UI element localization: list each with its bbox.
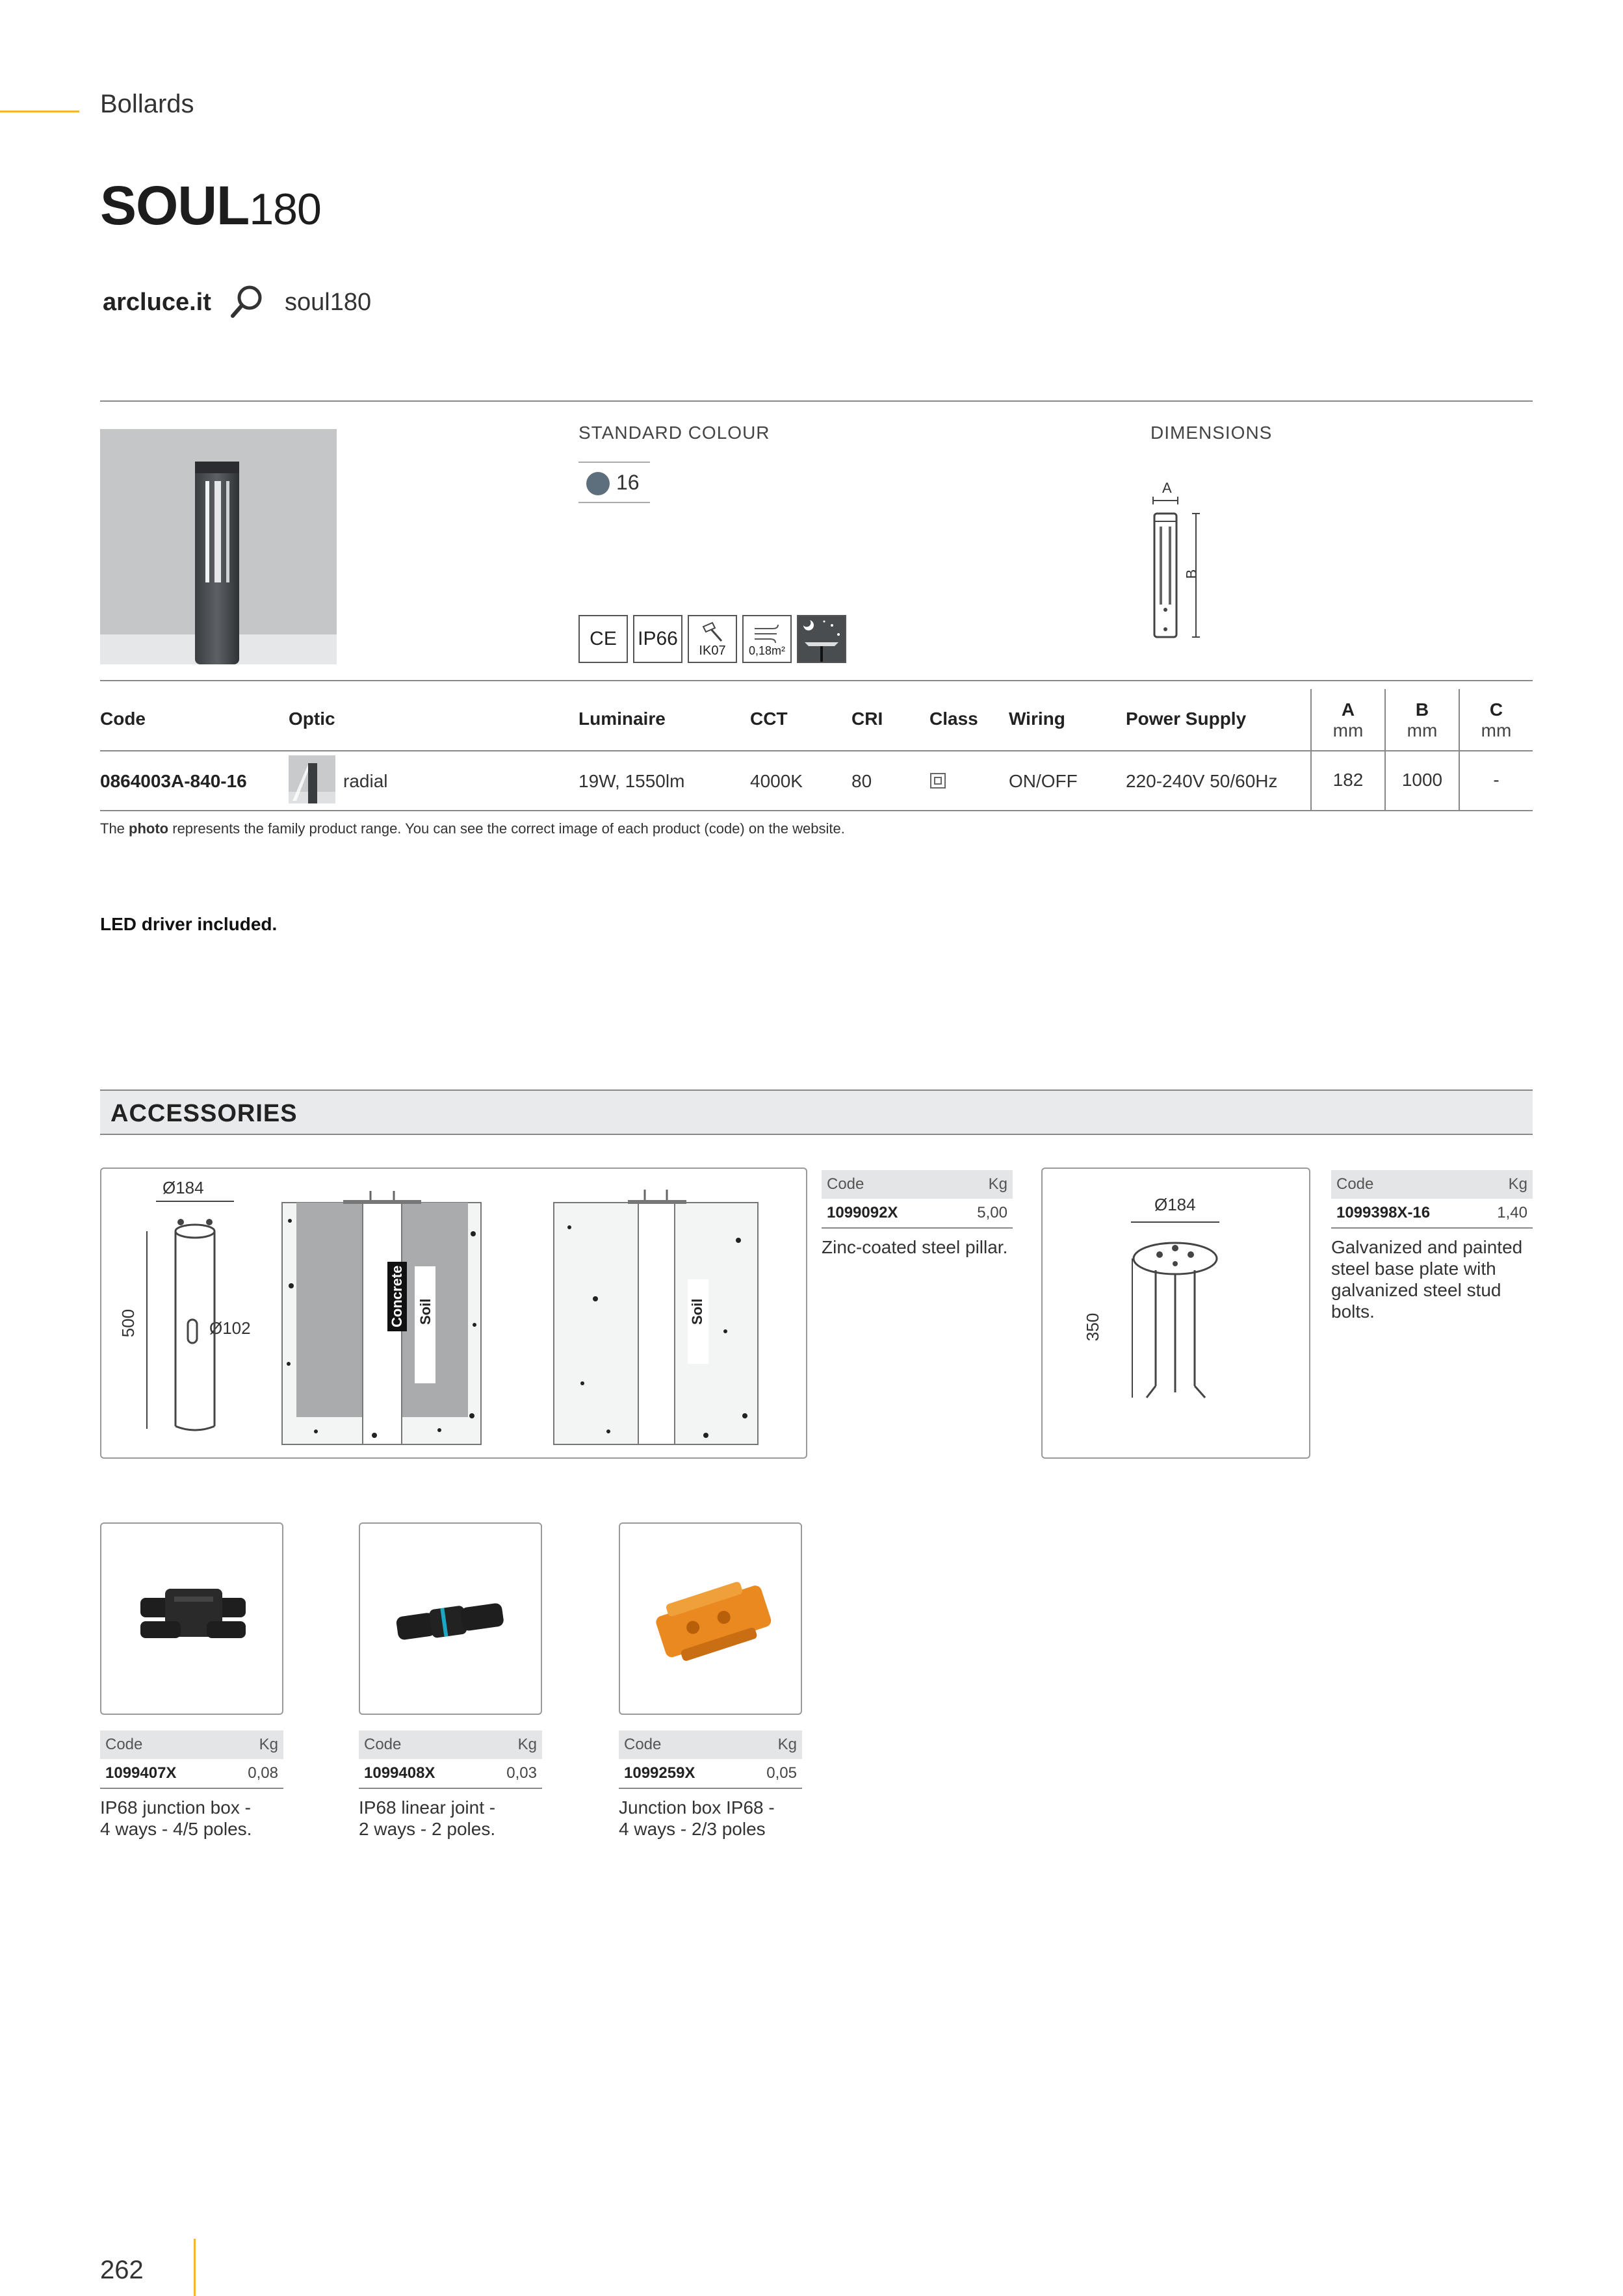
linear-joint-image: [359, 1522, 542, 1715]
product-photo: [100, 429, 337, 664]
code-table-row: 1099398X-16 1,40: [1331, 1199, 1533, 1229]
col-cct: CCT: [750, 709, 788, 729]
code-table-row: 1099408X 0,03: [359, 1759, 542, 1789]
website-label[interactable]: arcluce.it: [103, 289, 211, 316]
col-class: Class: [929, 709, 978, 729]
dim-b-header: B: [1415, 699, 1429, 720]
code-table-row: 1099259X 0,05: [619, 1759, 802, 1789]
junction-box-icon: [101, 1524, 285, 1716]
night-light-icon: [797, 615, 846, 663]
linear-joint-icon: [360, 1524, 543, 1716]
dim-c-header: C: [1489, 699, 1503, 720]
wind-area-badge: [742, 615, 792, 663]
search-icon: [227, 282, 266, 321]
linear-joint-code-table: [359, 1730, 542, 1840]
optic-thumbnail: [289, 755, 335, 803]
junction-box-image: [100, 1522, 283, 1715]
dim-c-unit: mm: [1481, 720, 1512, 740]
colour-swatch-box: [578, 462, 650, 503]
col-wiring: Wiring: [1009, 709, 1065, 729]
soil-label-2: Soil: [689, 1298, 705, 1325]
col-luminaire: Luminaire: [578, 709, 666, 729]
col-cri: CRI: [851, 709, 883, 729]
accessory-description: IP68 junction box - 4 ways - 4/5 poles.: [100, 1797, 252, 1839]
dim-b-unit: mm: [1407, 720, 1438, 740]
dimension-b-label: B: [1183, 569, 1200, 579]
accessories-title: ACCESSORIES: [110, 1100, 298, 1127]
pillar-height: 500: [118, 1309, 138, 1338]
pillar-top-diameter: Ø184: [162, 1178, 204, 1197]
orange-junction-box-code-table: [619, 1730, 802, 1840]
ip-rating-badge: IP66: [633, 615, 682, 663]
hammer-icon: [698, 620, 727, 644]
dim-a-column: [1310, 689, 1384, 811]
dim-a-value: 182: [1332, 770, 1364, 790]
accessory-description: Galvanized and painted steel base plate with galvanized steel stud bolts.: [1331, 1237, 1523, 1322]
code-table-header: Code Kg: [359, 1730, 542, 1759]
pillar-side-diameter: Ø102: [209, 1318, 251, 1338]
col-optic: Optic: [289, 709, 335, 729]
code-table-header: Code Kg: [1331, 1170, 1533, 1199]
photo-note: The photo represents the family product range. You can see the correct image of each product (code) on the website.: [100, 820, 845, 837]
pillar-diagram-frame: [100, 1168, 807, 1459]
dim-a-header: A: [1341, 699, 1355, 720]
row-optic: radial: [343, 771, 388, 791]
title-bold: SOUL: [100, 175, 250, 236]
row-wiring: ON/OFF: [1009, 771, 1078, 791]
ce-mark-icon: CE: [578, 615, 628, 663]
ik-rating-badge: [688, 615, 737, 663]
row-cct: 4000K: [750, 771, 803, 791]
section-label: Bollards: [100, 90, 194, 118]
divider: [100, 400, 1533, 402]
ik-label: IK07: [699, 643, 726, 658]
header-accent-line: [0, 111, 79, 112]
baseplate-drawing: [1043, 1169, 1312, 1460]
row-cri: 80: [851, 771, 872, 791]
colour-code: 16: [616, 471, 640, 494]
colour-swatch: [586, 472, 610, 495]
class-ii-icon: [929, 772, 946, 789]
code-table-header: Code Kg: [822, 1170, 1013, 1199]
col-power-supply: Power Supply: [1126, 709, 1247, 729]
junction-box-code-table: [100, 1730, 283, 1840]
code-table-header: Code Kg: [100, 1730, 283, 1759]
baseplate-diagram-frame: [1041, 1168, 1310, 1459]
baseplate-code-table: [1331, 1170, 1533, 1322]
code-table-row: 1099092X 5,00: [822, 1199, 1013, 1229]
code-table-row: 1099407X 0,08: [100, 1759, 283, 1789]
page-number: 262: [100, 2256, 144, 2284]
code-table-header: Code Kg: [619, 1730, 802, 1759]
led-driver-note: LED driver included.: [100, 914, 278, 934]
wind-label: 0,18m²: [748, 644, 786, 657]
dimension-drawing: [1144, 494, 1209, 644]
accessory-description: Zinc-coated steel pillar.: [822, 1237, 1008, 1257]
search-term: soul180: [285, 289, 372, 316]
dimensions-label: DIMENSIONS: [1150, 423, 1273, 443]
dim-b-column: [1384, 689, 1459, 811]
accessory-description: IP68 linear joint - 2 ways - 2 poles.: [359, 1797, 496, 1839]
col-code: Code: [100, 709, 146, 729]
soil-label: Soil: [417, 1298, 434, 1325]
bollard-image: [100, 429, 337, 664]
row-power-supply: 220-240V 50/60Hz: [1126, 771, 1278, 791]
baseplate-top-diameter: Ø184: [1154, 1195, 1196, 1214]
pillar-code-table: [822, 1170, 1013, 1258]
orange-junction-box-icon: [620, 1524, 803, 1716]
dimension-a-label: A: [1162, 480, 1172, 496]
product-title: [100, 174, 321, 237]
dim-c-value: -: [1493, 770, 1500, 790]
concrete-label: Concrete: [387, 1262, 407, 1331]
row-luminaire: 19W, 1550lm: [578, 771, 685, 791]
row-code: 0864003A-840-16: [100, 771, 247, 791]
dim-a-unit: mm: [1332, 720, 1364, 740]
accessories-header: [100, 1089, 1533, 1135]
table-bottom-rule: [100, 810, 1533, 811]
orange-junction-box-image: [619, 1522, 802, 1715]
accessory-description: Junction box IP68 - 4 ways - 2/3 poles: [619, 1797, 775, 1839]
table-top-rule: [100, 680, 1533, 681]
dim-b-value: 1000: [1401, 770, 1443, 790]
standard-colour-label: STANDARD COLOUR: [578, 423, 770, 443]
footer-accent-line: [194, 2239, 196, 2296]
dim-c-column: [1459, 689, 1533, 811]
wind-icon: [751, 621, 783, 644]
baseplate-height: 350: [1083, 1312, 1103, 1342]
title-light: 180: [249, 185, 321, 234]
